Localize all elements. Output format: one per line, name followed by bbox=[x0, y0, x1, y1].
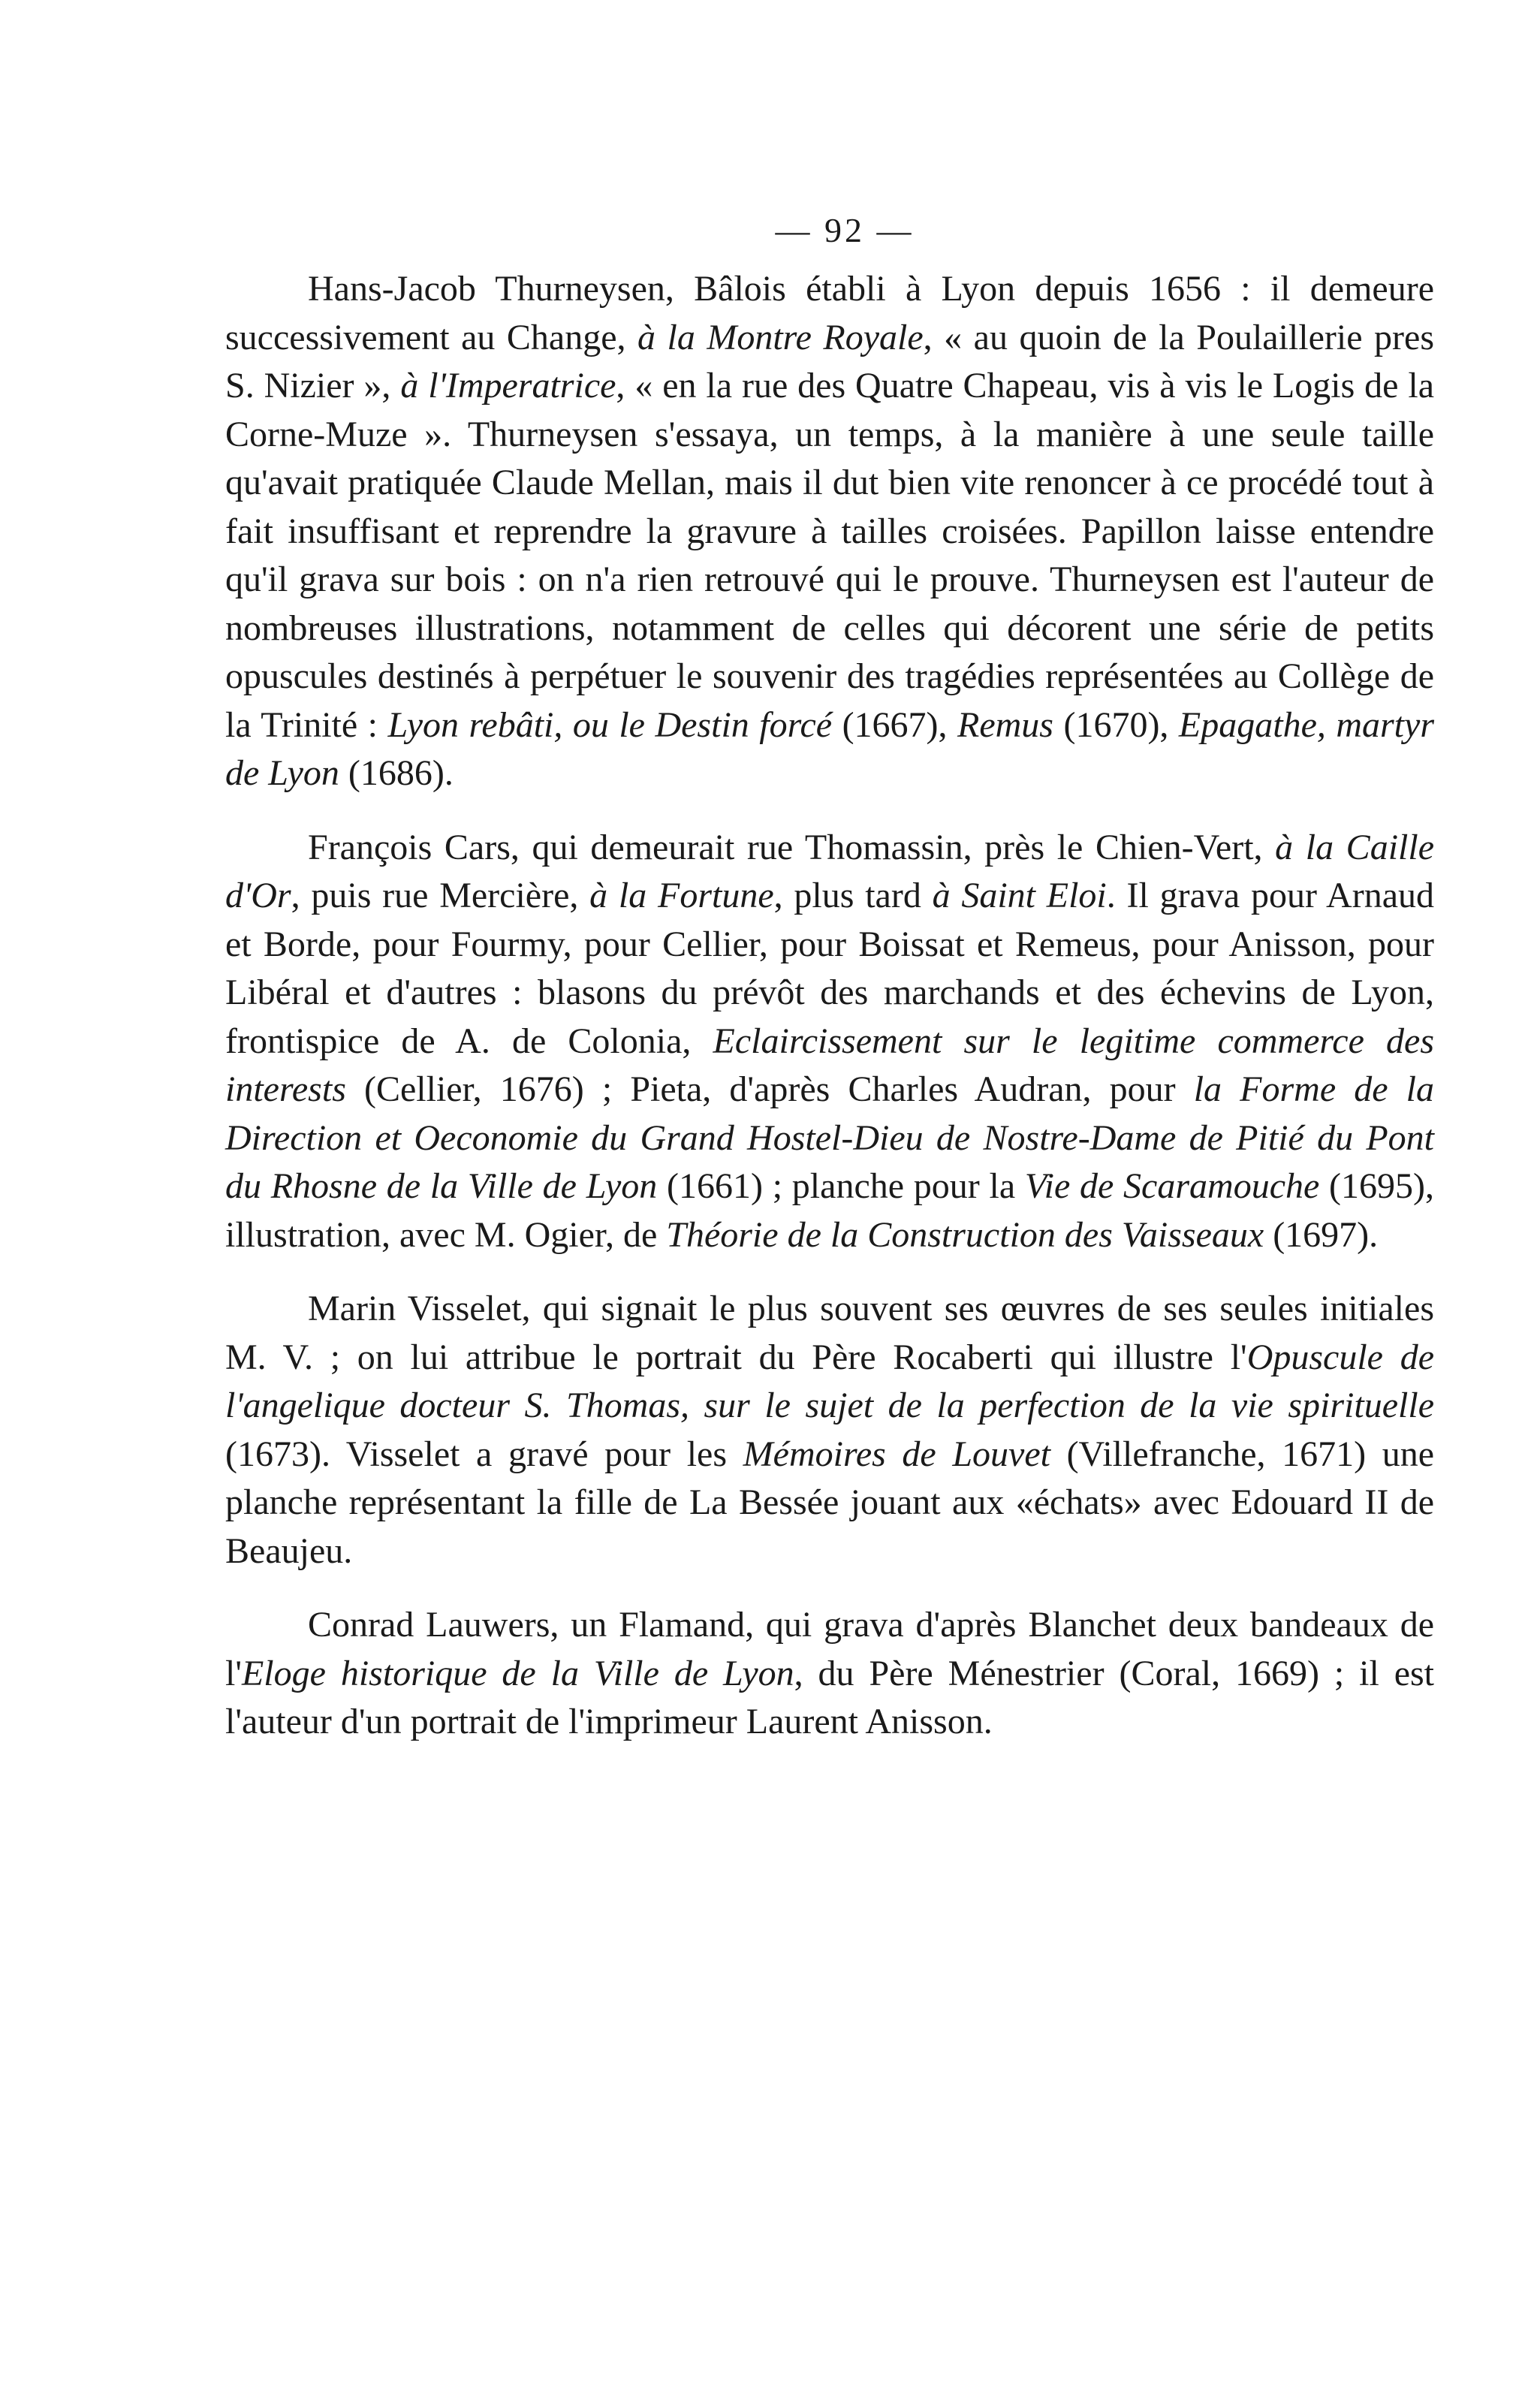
text-run: (Cellier, 1676) ; Pieta, d'après Charles Audran, pour bbox=[345, 1069, 1194, 1109]
italic-title-text: la Forme de la Direction et Oeconomie du Grand Hostel-Dieu de Nostre-Dame de Pitié du Pont du Rhosne de la Ville de Lyon bbox=[225, 1069, 1435, 1206]
italic-title-text: à l'Imperatrice bbox=[400, 366, 616, 406]
text-run: Conrad Lauwers, un Flamand, qui grava d'après Blanchet deux bandeaux de l' bbox=[225, 1605, 1434, 1693]
italic-title-text: à Saint Eloi bbox=[932, 876, 1107, 915]
text-run: Marin Visselet, qui signait le plus souvent ses œuvres de ses seules initiales M. V. ; on lui attribue le portrait du Père Rocaberti qui illustre l' bbox=[225, 1289, 1434, 1377]
italic-title-text: à la Montre Royale bbox=[637, 317, 924, 357]
text-run: . Il grava pour Arnaud et Borde, pour Fourmy, pour Cellier, pour Boissat et Remeus, pour Anisson, pour Libéral et d'autres : blasons du prévôt des marchands et des échevins de Lyon, frontispice de A. de Colonia, bbox=[225, 876, 1435, 1061]
text-run: François Cars, qui demeurait rue Thomassin, près le Chien-Vert, bbox=[308, 827, 1276, 867]
italic-title-text: Lyon rebâti, ou le Destin forcé bbox=[387, 704, 833, 745]
italic-title-text: Théorie de la Construction des Vaisseaux bbox=[666, 1214, 1264, 1255]
paragraph-cars bbox=[225, 824, 1434, 1260]
text-run: , du Père Ménestrier (Coral, 1669) ; il est l'auteur d'un portrait de l'imprimeur Laurent Anisson. bbox=[225, 1653, 1435, 1741]
text-run: (1670), bbox=[1053, 704, 1179, 745]
paragraph-visselet bbox=[225, 1285, 1434, 1575]
text-run: , puis rue Mercière, bbox=[291, 876, 590, 915]
italic-title-text: Eclaircissement sur le legitime commerce des interests bbox=[225, 1021, 1434, 1109]
text-run: Hans-Jacob Thurneysen, Bâlois établi à Lyon depuis 1656 : il demeure successivement au Change, bbox=[225, 269, 1434, 357]
text-run: (1695), illustration, avec M. Ogier, de bbox=[225, 1166, 1435, 1255]
text-run: (1661) ; planche pour la bbox=[657, 1166, 1025, 1206]
italic-title-text: à la Caille d'Or bbox=[225, 827, 1435, 915]
book-page bbox=[225, 210, 1434, 1772]
text-run: , « en la rue des Quatre Chapeau, vis à vis le Logis de la Corne-Muze ». Thurneysen s'essaya, un temps, à la manière à une seule taille qu'avait pratiquée Claude Mellan, mais il dut bien vite renoncer à ce procédé tout à fait insuffisant et reprendre la gravure à tailles croisées. Papillon laisse entendre qu'il grava sur bois : on n'a rien retrouvé qui le prouve. Thurneysen est l'auteur de nombreuses illustrations, notamment de celles qui décorent une série de petits opuscules destinés à perpétuer le souvenir des tragédies représentées au Collège de la Trinité : bbox=[225, 366, 1434, 745]
text-run: (1686). bbox=[339, 753, 454, 793]
text-run: , plus tard bbox=[773, 876, 933, 915]
text-run: (1673). Visselet a gravé pour les bbox=[225, 1434, 743, 1474]
text-run: , « au quoin de la Poulaillerie pres S. Nizier », bbox=[225, 317, 1435, 406]
text-run: (1697). bbox=[1264, 1214, 1379, 1255]
text-run: (Villefranche, 1671) une planche représentant la fille de La Bessée jouant aux «échats» avec Edouard II de Beaujeu. bbox=[225, 1434, 1435, 1571]
italic-title-text: Mémoires de Louvet bbox=[743, 1434, 1050, 1474]
page-number: — 92 — bbox=[775, 211, 915, 249]
paragraph-lauwers bbox=[225, 1601, 1434, 1747]
italic-title-text: Remus bbox=[957, 704, 1053, 745]
paragraph-thurneysen bbox=[225, 265, 1434, 798]
italic-title-text: Epagathe, martyr de Lyon bbox=[225, 704, 1435, 793]
italic-title-text: Vie de Scaramouche bbox=[1024, 1166, 1320, 1206]
italic-title-text: Opuscule de l'angelique docteur S. Thomas, sur le sujet de la perfection de la vie spirituelle bbox=[225, 1337, 1435, 1425]
italic-title-text: à la Fortune bbox=[589, 876, 774, 915]
text-run: (1667), bbox=[832, 704, 958, 745]
italic-title-text: Eloge historique de la Ville de Lyon bbox=[241, 1653, 794, 1693]
